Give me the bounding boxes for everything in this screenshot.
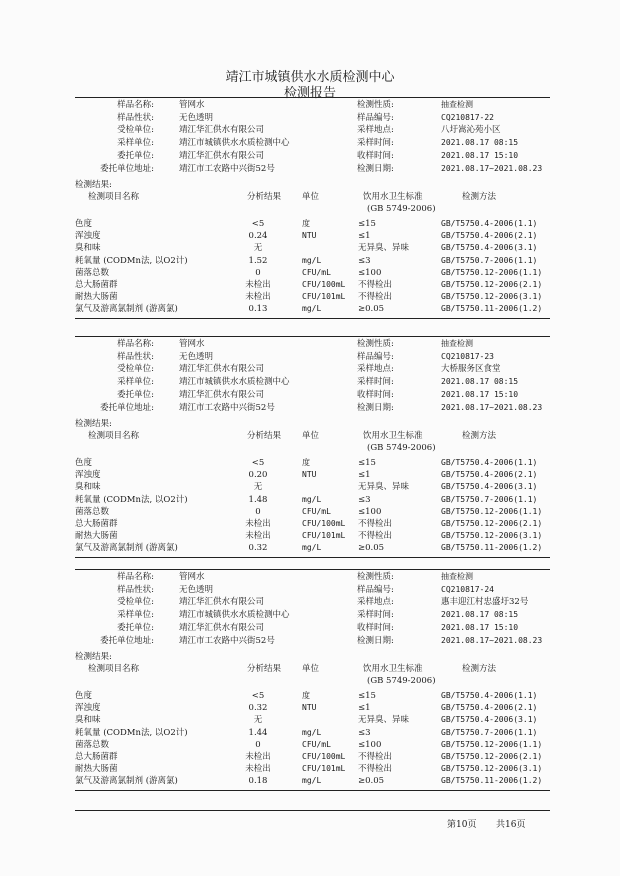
item-method: GB/T5750.7-2006(1.1) [441, 494, 538, 504]
item-unit: CFU/mL [302, 506, 331, 516]
col-item-header: 检测项目名称 [88, 192, 140, 202]
item-result: 1.52 [248, 255, 268, 266]
item-name: 耗氧量 (CODMn法, 以O2计) [75, 727, 188, 738]
sample-trait-value: 无色透明 [179, 112, 214, 123]
item-unit: CFU/101mL [302, 531, 346, 541]
receiving-time-value: 2021.08.17 15:10 [441, 389, 519, 399]
item-unit: NTU [302, 470, 317, 480]
sample-trait-label: 样品性状: [117, 112, 154, 123]
client-unit-value: 靖江华汇供水有限公司 [179, 364, 265, 375]
sample-number-label: 样品编号: [357, 112, 394, 123]
test-nature-label: 检测性质: [357, 339, 394, 349]
item-method: GB/T5750.12-2006(2.1) [441, 519, 543, 528]
sampling-site-label: 采样地点: [357, 597, 394, 608]
col-item-header: 检测项目名称 [88, 664, 140, 674]
sampling-unit-value: 靖江市城镇供水水质检测中心 [179, 377, 290, 388]
sample-number-label: 样品编号: [357, 584, 394, 595]
item-unit: 度 [302, 458, 310, 467]
col-unit-header: 单位 [302, 431, 320, 441]
item-result: <5 [251, 458, 265, 468]
client-unit-label: 受检单位: [117, 364, 154, 375]
commissioning-unit-value: 靖江华汇供水有限公司 [179, 150, 265, 161]
sampling-time-value: 2021.08.17 08:15 [441, 138, 519, 148]
item-standard: 不得检出 [358, 280, 393, 290]
item-name: 浑浊度 [75, 470, 101, 481]
sample-trait-label: 样品性状: [117, 584, 154, 595]
sampling-unit-label: 采样单位: [117, 138, 154, 149]
col-standard-code: (GB 5749-2006) [367, 676, 436, 686]
item-name: 色度 [75, 219, 93, 229]
section-divider [75, 569, 550, 570]
col-result-header: 分析结果 [247, 664, 282, 674]
sampling-site-value: 惠丰迎江村忠盛圩32号 [441, 597, 529, 608]
item-name: 臭和味 [75, 243, 101, 254]
col-standard-code: (GB 5749-2006) [367, 443, 436, 453]
item-method: GB/T5750.4-2006(1.1) [441, 691, 538, 700]
item-unit: CFU/101mL [302, 292, 346, 302]
item-standard: 不得检出 [358, 519, 393, 529]
sampling-site-label: 采样地点: [357, 364, 394, 375]
col-standard-header: 饮用水卫生标准 [363, 431, 423, 441]
item-result: 0 [255, 506, 261, 517]
item-result: 0.20 [248, 470, 268, 481]
item-unit: CFU/100mL [302, 752, 346, 761]
sampling-site-label: 采样地点: [357, 125, 394, 136]
item-method: GB/T5750.12-2006(1.1) [441, 506, 543, 516]
item-standard: ≤1 [358, 470, 371, 481]
item-name: 氯气及游离氯制剂 (游离氯) [75, 304, 178, 315]
test-date-label: 检测日期: [357, 163, 394, 174]
item-method: GB/T5750.12-2006(3.1) [441, 764, 543, 774]
receiving-time-value: 2021.08.17 15:10 [441, 150, 519, 160]
client-unit-label: 受检单位: [117, 597, 154, 608]
item-method: GB/T5750.11-2006(1.2) [441, 304, 543, 314]
item-standard: ≤1 [358, 231, 371, 242]
item-standard: ≥0.05 [358, 776, 385, 787]
item-unit: CFU/mL [302, 739, 331, 749]
table-bottom-rule [75, 790, 550, 791]
item-method: GB/T5750.11-2006(1.2) [441, 543, 543, 553]
item-method: GB/T5750.12-2006(1.1) [441, 739, 543, 749]
item-name: 耗氧量 (CODMn法, 以O2计) [75, 255, 188, 266]
col-standard-code: (GB 5749-2006) [367, 204, 436, 214]
page-total: 共16页 [496, 820, 526, 830]
item-standard: ≤3 [358, 727, 371, 738]
receiving-time-label: 收样时间: [357, 389, 394, 400]
item-standard: ≤15 [358, 458, 376, 468]
sample-number-value: CQ210817-24 [441, 584, 494, 594]
item-method: GB/T5750.4-2006(2.1) [441, 231, 538, 241]
item-result: 0.18 [248, 776, 268, 787]
item-standard: ≤100 [358, 739, 382, 750]
item-name: 耐热大肠菌 [75, 292, 118, 303]
item-standard: ≤15 [358, 691, 376, 701]
item-result: 未检出 [245, 519, 271, 529]
commissioner-address-value: 靖江市工农路中兴街52号 [179, 402, 275, 413]
item-result: <5 [251, 219, 265, 229]
results-label: 检测结果: [75, 419, 112, 429]
item-result: 0.24 [248, 231, 268, 242]
item-standard: 不得检出 [358, 752, 393, 762]
results-label: 检测结果: [75, 180, 112, 190]
item-unit: CFU/101mL [302, 764, 346, 774]
commissioner-address-value: 靖江市工农路中兴街52号 [179, 163, 275, 174]
item-name: 臭和味 [75, 715, 101, 726]
item-method: GB/T5750.12-2006(1.1) [441, 267, 543, 277]
sampling-site-value: 大桥服务区食堂 [441, 364, 501, 375]
test-nature-label: 检测性质: [357, 572, 394, 582]
item-standard: ≤100 [358, 506, 382, 517]
report-title: 检测报告 [283, 86, 336, 101]
sample-name-value: 管网水 [179, 572, 205, 582]
col-unit-header: 单位 [302, 192, 320, 202]
item-method: GB/T5750.4-2006(3.1) [441, 482, 538, 492]
item-result: 未检出 [245, 764, 271, 775]
item-name: 总大肠菌群 [75, 519, 118, 529]
item-method: GB/T5750.4-2006(3.1) [441, 715, 538, 725]
item-name: 臭和味 [75, 482, 101, 493]
sample-trait-label: 样品性状: [117, 351, 154, 362]
item-standard: ≥0.05 [358, 304, 385, 315]
commissioning-unit-label: 委托单位: [117, 389, 154, 400]
receiving-time-value: 2021.08.17 15:10 [441, 622, 519, 632]
commissioning-unit-value: 靖江华汇供水有限公司 [179, 389, 265, 400]
item-result: 0 [255, 267, 261, 278]
item-name: 耐热大肠菌 [75, 764, 118, 775]
item-standard: ≤15 [358, 219, 376, 229]
item-unit: mg/L [302, 543, 322, 553]
item-result: 未检出 [245, 280, 271, 290]
item-method: GB/T5750.4-2006(1.1) [441, 458, 538, 467]
commissioning-unit-label: 委托单位: [117, 150, 154, 161]
item-name: 耐热大肠菌 [75, 531, 118, 542]
item-name: 菌落总数 [75, 506, 110, 517]
item-unit: mg/L [302, 255, 322, 265]
item-result: 未检出 [245, 292, 271, 303]
sample-number-label: 样品编号: [357, 351, 394, 362]
item-unit: mg/L [302, 776, 322, 786]
client-unit-value: 靖江华汇供水有限公司 [179, 125, 265, 136]
test-nature-value: 抽查检测 [441, 339, 473, 348]
item-method: GB/T5750.4-2006(2.1) [441, 470, 538, 480]
item-name: 菌落总数 [75, 267, 110, 278]
item-name: 氯气及游离氯制剂 (游离氯) [75, 776, 178, 787]
item-name: 总大肠菌群 [75, 280, 118, 290]
sample-trait-value: 无色透明 [179, 584, 214, 595]
item-method: GB/T5750.7-2006(1.1) [441, 255, 538, 265]
item-unit: mg/L [302, 727, 322, 737]
item-standard: ≥0.05 [358, 543, 385, 554]
item-result: <5 [251, 691, 265, 701]
item-name: 菌落总数 [75, 739, 110, 750]
col-item-header: 检测项目名称 [88, 431, 140, 441]
col-standard-header: 饮用水卫生标准 [363, 664, 423, 674]
item-result: 0.32 [248, 543, 268, 554]
item-standard: 无异臭、异味 [358, 482, 410, 493]
results-label: 检测结果: [75, 652, 112, 662]
item-method: GB/T5750.12-2006(2.1) [441, 280, 543, 289]
item-unit: NTU [302, 703, 317, 713]
item-result: 无 [253, 482, 263, 493]
col-method-header: 检测方法 [462, 431, 497, 441]
commissioner-address-label: 委托单位地址: [100, 163, 154, 174]
item-method: GB/T5750.4-2006(3.1) [441, 243, 538, 253]
col-result-header: 分析结果 [247, 192, 282, 202]
sampling-time-label: 采样时间: [357, 377, 394, 388]
test-date-value: 2021.08.17~2021.08.23 [441, 635, 543, 645]
table-bottom-rule [75, 557, 550, 558]
section-divider [75, 97, 550, 98]
item-name: 耗氧量 (CODMn法, 以O2计) [75, 494, 188, 505]
item-unit: 度 [302, 219, 310, 228]
sampling-site-value: 八圩嵩沁苑小区 [441, 125, 501, 136]
item-result: 0 [255, 739, 261, 750]
test-date-value: 2021.08.17~2021.08.23 [441, 163, 543, 173]
commissioner-address-value: 靖江市工农路中兴街52号 [179, 635, 275, 646]
table-bottom-rule [75, 318, 550, 319]
item-unit: mg/L [302, 304, 322, 314]
receiving-time-label: 收样时间: [357, 150, 394, 161]
commissioning-unit-value: 靖江华汇供水有限公司 [179, 622, 265, 633]
item-result: 未检出 [245, 752, 271, 762]
sampling-unit-label: 采样单位: [117, 377, 154, 388]
sample-trait-value: 无色透明 [179, 351, 214, 362]
commissioner-address-label: 委托单位地址: [100, 635, 154, 646]
section-divider [75, 336, 550, 337]
col-unit-header: 单位 [302, 664, 320, 674]
item-method: GB/T5750.4-2006(1.1) [441, 219, 538, 228]
sample-name-value: 管网水 [179, 100, 205, 110]
item-method: GB/T5750.12-2006(2.1) [441, 752, 543, 761]
item-standard: ≤1 [358, 703, 371, 714]
item-standard: 不得检出 [358, 531, 393, 542]
sampling-time-value: 2021.08.17 08:15 [441, 610, 519, 620]
item-method: GB/T5750.12-2006(3.1) [441, 531, 543, 541]
item-name: 浑浊度 [75, 231, 101, 242]
test-date-label: 检测日期: [357, 635, 394, 646]
sample-name-value: 管网水 [179, 339, 205, 349]
commissioner-address-label: 委托单位地址: [100, 402, 154, 413]
item-standard: ≤100 [358, 267, 382, 278]
col-method-header: 检测方法 [462, 664, 497, 674]
item-standard: ≤3 [358, 494, 371, 505]
item-result: 未检出 [245, 531, 271, 542]
sampling-unit-label: 采样单位: [117, 610, 154, 621]
item-unit: mg/L [302, 494, 322, 504]
item-unit: 度 [302, 691, 310, 700]
test-date-value: 2021.08.17~2021.08.23 [441, 402, 543, 412]
sample-name-label: 样品名称: [117, 572, 154, 582]
test-nature-value: 抽查检测 [441, 100, 473, 109]
item-method: GB/T5750.11-2006(1.2) [441, 776, 543, 786]
sample-number-value: CQ210817-22 [441, 112, 494, 122]
test-nature-value: 抽查检测 [441, 572, 473, 581]
sampling-unit-value: 靖江市城镇供水水质检测中心 [179, 610, 290, 621]
receiving-time-label: 收样时间: [357, 622, 394, 633]
item-method: GB/T5750.12-2006(3.1) [441, 292, 543, 302]
report-org-title: 靖江市城镇供水水质检测中心 [225, 70, 395, 85]
item-method: GB/T5750.4-2006(2.1) [441, 703, 538, 713]
item-standard: ≤3 [358, 255, 371, 266]
sample-name-label: 样品名称: [117, 100, 154, 110]
sampling-time-label: 采样时间: [357, 610, 394, 621]
item-unit: CFU/100mL [302, 519, 346, 528]
col-standard-header: 饮用水卫生标准 [363, 192, 423, 202]
commissioning-unit-label: 委托单位: [117, 622, 154, 633]
item-method: GB/T5750.7-2006(1.1) [441, 727, 538, 737]
client-unit-label: 受检单位: [117, 125, 154, 136]
col-result-header: 分析结果 [247, 431, 282, 441]
sample-number-value: CQ210817-23 [441, 351, 494, 361]
item-unit: CFU/mL [302, 267, 331, 277]
test-nature-label: 检测性质: [357, 100, 394, 110]
item-name: 浑浊度 [75, 703, 101, 714]
client-unit-value: 靖江华汇供水有限公司 [179, 597, 265, 608]
item-standard: 无异臭、异味 [358, 243, 410, 254]
item-result: 1.48 [248, 494, 268, 505]
item-standard: 不得检出 [358, 292, 393, 303]
sample-name-label: 样品名称: [117, 339, 154, 349]
item-result: 1.44 [248, 727, 268, 738]
item-result: 0.32 [248, 703, 268, 714]
item-standard: 无异臭、异味 [358, 715, 410, 726]
item-unit: NTU [302, 231, 317, 241]
item-name: 总大肠菌群 [75, 752, 118, 762]
item-unit: CFU/100mL [302, 280, 346, 289]
item-result: 0.13 [248, 304, 268, 315]
test-date-label: 检测日期: [357, 402, 394, 413]
sampling-unit-value: 靖江市城镇供水水质检测中心 [179, 138, 290, 149]
sampling-time-label: 采样时间: [357, 138, 394, 149]
col-method-header: 检测方法 [462, 192, 497, 202]
item-name: 色度 [75, 691, 93, 701]
item-name: 色度 [75, 458, 93, 468]
item-standard: 不得检出 [358, 764, 393, 775]
item-result: 无 [253, 243, 263, 254]
item-result: 无 [253, 715, 263, 726]
page-number: 第10页 [447, 820, 477, 830]
sampling-time-value: 2021.08.17 08:15 [441, 377, 519, 387]
item-name: 氯气及游离氯制剂 (游离氯) [75, 543, 178, 554]
footer-rule [75, 810, 550, 811]
